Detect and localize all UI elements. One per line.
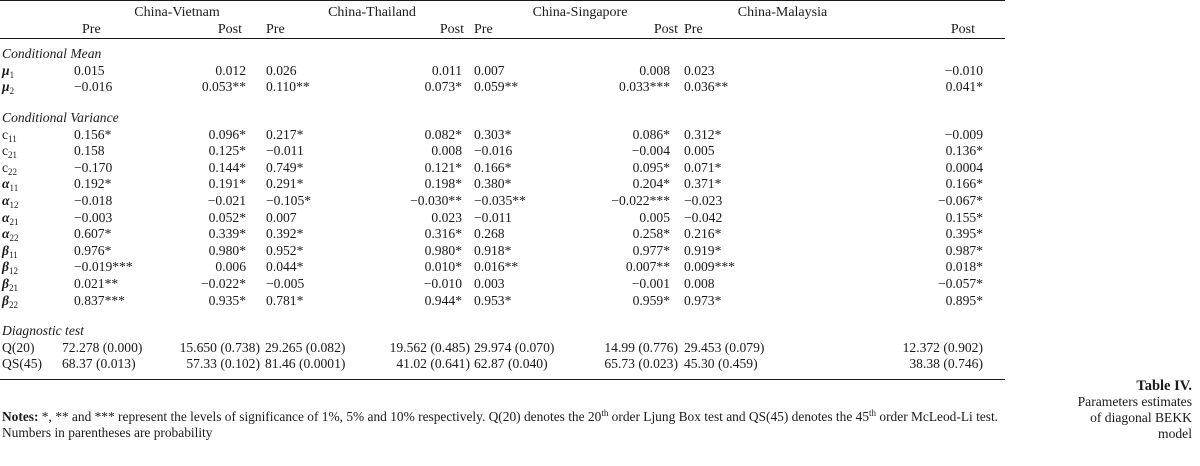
table-row	[0, 79, 1005, 96]
table-cell: −0.019***	[74, 259, 133, 275]
table-cell: 0.023	[684, 62, 715, 78]
parameter-subscript: 2	[9, 86, 15, 97]
table-cell: 0.781*	[266, 292, 304, 308]
parameter-symbol: μ	[2, 79, 10, 95]
table-cell: 0.073*	[424, 79, 462, 95]
parameter-label	[0, 276, 62, 293]
parameter-symbol: β	[2, 242, 9, 258]
table-cell: 0.392*	[266, 226, 304, 242]
diagnostic-label: QS(45)	[2, 356, 43, 372]
table-cell: 0.110**	[266, 79, 310, 95]
table-cell: −0.057*	[937, 275, 983, 291]
parameter-symbol: α	[2, 176, 10, 192]
table-row	[0, 210, 1005, 227]
group-header-row	[0, 5, 1005, 22]
table-cell: 0.156*	[74, 126, 112, 142]
table-cell: 0.006	[215, 259, 246, 275]
section-row-mean	[0, 46, 1005, 63]
table-cell: 0.008	[684, 275, 715, 291]
table-cell: 12.372 (0.902)	[902, 339, 983, 355]
table-notes	[2, 409, 1012, 441]
bottom-rule	[0, 373, 1005, 380]
table-cell: 0.053**	[201, 79, 246, 95]
table-cell: 0.258*	[632, 226, 670, 242]
table-cell: 0.339*	[208, 226, 246, 242]
table-cell: 0.191*	[208, 176, 246, 192]
table-cell: −0.030**	[410, 192, 462, 208]
table-cell: 0.749*	[266, 159, 304, 175]
table-cell: 15.650 (0.738)	[179, 339, 260, 355]
table-cell: 0.018*	[945, 259, 983, 275]
parameter-symbol: c	[2, 159, 9, 175]
table-cell: 0.144*	[208, 159, 246, 175]
table-row	[0, 340, 1005, 357]
table-cell: 0.380*	[474, 176, 512, 192]
table-cell: 0.395*	[945, 226, 983, 242]
table-cell: 0.976*	[74, 242, 112, 258]
table-cell: 0.217*	[266, 126, 304, 142]
table-cell: 19.562 (0.485)	[389, 339, 470, 355]
parameter-symbol: c	[2, 126, 9, 142]
table-cell: −0.067*	[937, 192, 983, 208]
subheader-post: Post	[950, 21, 975, 37]
table-cell: −0.010	[944, 62, 983, 78]
table-cell: 0.026	[266, 62, 297, 78]
table-cell: −0.022*	[200, 275, 246, 291]
parameter-symbol: β	[2, 259, 9, 275]
parameter-label	[0, 243, 62, 260]
table-cell: 0.919*	[684, 242, 722, 258]
table-cell: 0.371*	[684, 176, 722, 192]
table-cell: 0.155*	[945, 209, 983, 225]
notes-text: order Ljung Box test and QS(45) denotes the 45	[608, 409, 870, 424]
table-cell: 0.959*	[632, 292, 670, 308]
table-cell: −0.021	[207, 192, 246, 208]
notes-label: Notes:	[2, 409, 39, 424]
parameter-subscript: 22	[9, 233, 19, 244]
table-cell: 0.316*	[424, 226, 462, 242]
table-cell: 0.003	[474, 275, 505, 291]
table-cell: 0.136*	[945, 143, 983, 159]
table-cell: 0.011	[431, 62, 462, 78]
table-cell: 0.166*	[474, 159, 512, 175]
table-cell: 0.044*	[266, 259, 304, 275]
table-row	[0, 63, 1005, 80]
table-cell: 0.016**	[474, 259, 519, 275]
parameter-label	[0, 143, 62, 160]
group-header: China-Vietnam	[134, 5, 220, 20]
parameter-symbol: β	[2, 275, 9, 291]
notes-text: order McLeod-Li test. Numbers in parentheses are probability	[2, 409, 999, 440]
table-cell: 0.166*	[945, 176, 983, 192]
parameter-symbol: μ	[2, 62, 10, 78]
subheader-post: Post	[653, 21, 678, 37]
table-cell: 0.204*	[632, 176, 670, 192]
table-cell: 0.010*	[424, 259, 462, 275]
table-cell: −0.010	[423, 275, 462, 291]
table-row	[0, 160, 1005, 177]
parameter-label	[0, 79, 62, 96]
table-cell: 0.303*	[474, 126, 512, 142]
caption-line: of diagonal BEKK	[1090, 410, 1192, 425]
subheader-pre: Pre	[266, 21, 285, 37]
table-cell: −0.022***	[611, 192, 670, 208]
table-cell: 0.837***	[74, 292, 125, 308]
table-cell: −0.001	[631, 275, 670, 291]
table-row	[0, 176, 1005, 193]
parameter-subscript: 21	[8, 282, 18, 293]
parameter-label	[0, 127, 62, 144]
header-rule	[0, 39, 1005, 47]
table-cell: 0.312*	[684, 126, 722, 142]
table-cell: 0.216*	[684, 226, 722, 242]
table-cell: 0.015	[74, 62, 105, 78]
table-cell: 81.46 (0.0001)	[265, 356, 346, 372]
parameter-subscript: 1	[9, 69, 15, 80]
parameter-subscript: 12	[8, 266, 18, 277]
group-header: China-Singapore	[532, 5, 628, 20]
parameter-label	[0, 210, 62, 227]
table-cell: 0.007	[474, 62, 505, 78]
parameter-subscript: 21	[8, 150, 18, 161]
section-row-variance	[0, 110, 1005, 127]
table-cell: −0.170	[74, 159, 113, 175]
table-cell: 29.265 (0.082)	[265, 339, 346, 355]
table-row	[0, 259, 1005, 276]
table-row	[0, 243, 1005, 260]
table-cell: −0.042	[684, 209, 723, 225]
table-cell: 0.952*	[266, 242, 304, 258]
table-cell: 14.99 (0.776)	[604, 339, 678, 355]
table-cell: 38.38 (0.746)	[909, 356, 983, 372]
parameter-symbol: α	[2, 192, 10, 208]
table-cell: 0.973*	[684, 292, 722, 308]
parameter-symbol: β	[2, 292, 9, 308]
table-row	[0, 143, 1005, 160]
table-cell: 0.082*	[424, 126, 462, 142]
table-cell: 0.0004	[945, 159, 983, 175]
subheader-post: Post	[439, 21, 464, 37]
parameter-subscript: 21	[9, 216, 19, 227]
parameter-subscript: 12	[9, 199, 19, 210]
table-cell: 0.158	[74, 143, 105, 159]
table-cell: 0.125*	[208, 143, 246, 159]
table-cell: 0.005	[639, 209, 670, 225]
group-header: China-Thailand	[328, 5, 416, 20]
table-row	[0, 356, 1005, 373]
table-cell: −0.035**	[474, 192, 526, 208]
table-cell: −0.105*	[266, 192, 312, 208]
table-cell: 0.012	[215, 62, 246, 78]
table-caption	[1017, 378, 1192, 442]
table-cell: 68.37 (0.013)	[62, 356, 136, 372]
parameter-subscript: 11	[8, 249, 18, 260]
caption-number: Table IV.	[1136, 378, 1192, 394]
table-cell: 0.005	[684, 143, 715, 159]
parameter-label	[0, 193, 62, 210]
table-row	[0, 276, 1005, 293]
parameter-subscript: 22	[8, 299, 18, 310]
parameter-subscript: 11	[8, 133, 17, 144]
table-cell: 0.198*	[424, 176, 462, 192]
group-header: China-Malaysia	[737, 5, 828, 20]
table-cell: 0.086*	[632, 126, 670, 142]
table-row	[0, 226, 1005, 243]
table-cell: 45.30 (0.459)	[684, 356, 758, 372]
table-cell: 0.895*	[945, 292, 983, 308]
table-row	[0, 193, 1005, 210]
table-cell: 0.023	[431, 209, 462, 225]
table-cell: 0.980*	[424, 242, 462, 258]
parameter-label	[0, 176, 62, 193]
table-cell: 0.009***	[684, 259, 735, 275]
table-cell: 0.607*	[74, 226, 112, 242]
caption-line: Parameters estimates	[1077, 394, 1192, 409]
table-cell: 0.977*	[632, 242, 670, 258]
table-cell: 0.987*	[945, 242, 983, 258]
table-cell: 0.291*	[266, 176, 304, 192]
table-cell: 0.953*	[474, 292, 512, 308]
section-title-variance: Conditional Variance	[2, 109, 119, 125]
table-cell: −0.018	[74, 192, 113, 208]
table-cell: 41.02 (0.641)	[396, 356, 470, 372]
table-cell: 72.278 (0.000)	[62, 339, 143, 355]
table-cell: 0.918*	[474, 242, 512, 258]
table-cell: −0.003	[74, 209, 113, 225]
table-cell: 29.974 (0.070)	[474, 339, 555, 355]
subheader-row	[0, 22, 1005, 39]
table-cell: 0.192*	[74, 176, 112, 192]
table-row	[0, 293, 1005, 310]
table-cell: 0.033***	[619, 79, 670, 95]
parameter-label	[0, 63, 62, 80]
subheader-pre: Pre	[474, 21, 493, 37]
caption-line: model	[1158, 426, 1192, 441]
table-cell: −0.009	[944, 126, 983, 142]
table-cell: −0.016	[74, 79, 113, 95]
parameter-subscript: 22	[8, 166, 18, 177]
table-cell: 0.052*	[208, 209, 246, 225]
parameter-label	[0, 293, 62, 310]
table-cell: 57.33 (0.102)	[186, 356, 260, 372]
table-cell: 65.73 (0.023)	[604, 356, 678, 372]
subheader-pre: Pre	[684, 21, 703, 37]
section-row-diagnostic	[0, 323, 1005, 340]
subheader-post: Post	[217, 21, 242, 37]
table-cell: 0.007**	[625, 259, 670, 275]
notes-sup: th	[601, 408, 609, 418]
subheader-pre: Pre	[82, 21, 101, 37]
table-cell: −0.005	[266, 275, 305, 291]
table-cell: 0.944*	[424, 292, 462, 308]
table-cell: 0.980*	[208, 242, 246, 258]
table-cell: 0.021**	[74, 275, 119, 291]
table-cell: 0.036**	[684, 79, 729, 95]
parameter-symbol: α	[2, 226, 10, 242]
table-cell: −0.023	[684, 192, 723, 208]
table-cell: 62.87 (0.040)	[474, 356, 548, 372]
table-row	[0, 127, 1005, 144]
notes-sup: th	[869, 408, 877, 418]
parameter-symbol: α	[2, 209, 10, 225]
table-cell: −0.011	[266, 143, 304, 159]
section-title-mean: Conditional Mean	[2, 46, 102, 62]
parameter-symbol: c	[2, 143, 9, 159]
parameter-label	[0, 226, 62, 243]
table-cell: −0.011	[474, 209, 512, 225]
table-cell: 0.071*	[684, 159, 722, 175]
section-title-diagnostic: Diagnostic test	[2, 323, 84, 339]
table-cell: 0.096*	[208, 126, 246, 142]
parameter-subscript: 11	[9, 183, 19, 194]
table-cell: −0.004	[631, 143, 670, 159]
table-cell: 0.095*	[632, 159, 670, 175]
parameter-label	[0, 160, 62, 177]
table-cell: 0.008	[431, 143, 462, 159]
table-cell: 29.453 (0.079)	[684, 339, 765, 355]
parameter-label	[0, 259, 62, 276]
table-cell: 0.121*	[424, 159, 462, 175]
table-cell: −0.016	[474, 143, 513, 159]
table-cell: 0.268	[474, 226, 505, 242]
table-cell: 0.041*	[945, 79, 983, 95]
table-cell: 0.935*	[208, 292, 246, 308]
notes-text: *, ** and *** represent the levels of significance of 1%, 5% and 10% respectively. Q(20) denotes the 20	[38, 409, 602, 424]
table-cell: 0.007	[266, 209, 297, 225]
table-cell: 0.059**	[474, 79, 519, 95]
table-cell: 0.008	[639, 62, 670, 78]
diagnostic-label: Q(20)	[2, 339, 35, 355]
